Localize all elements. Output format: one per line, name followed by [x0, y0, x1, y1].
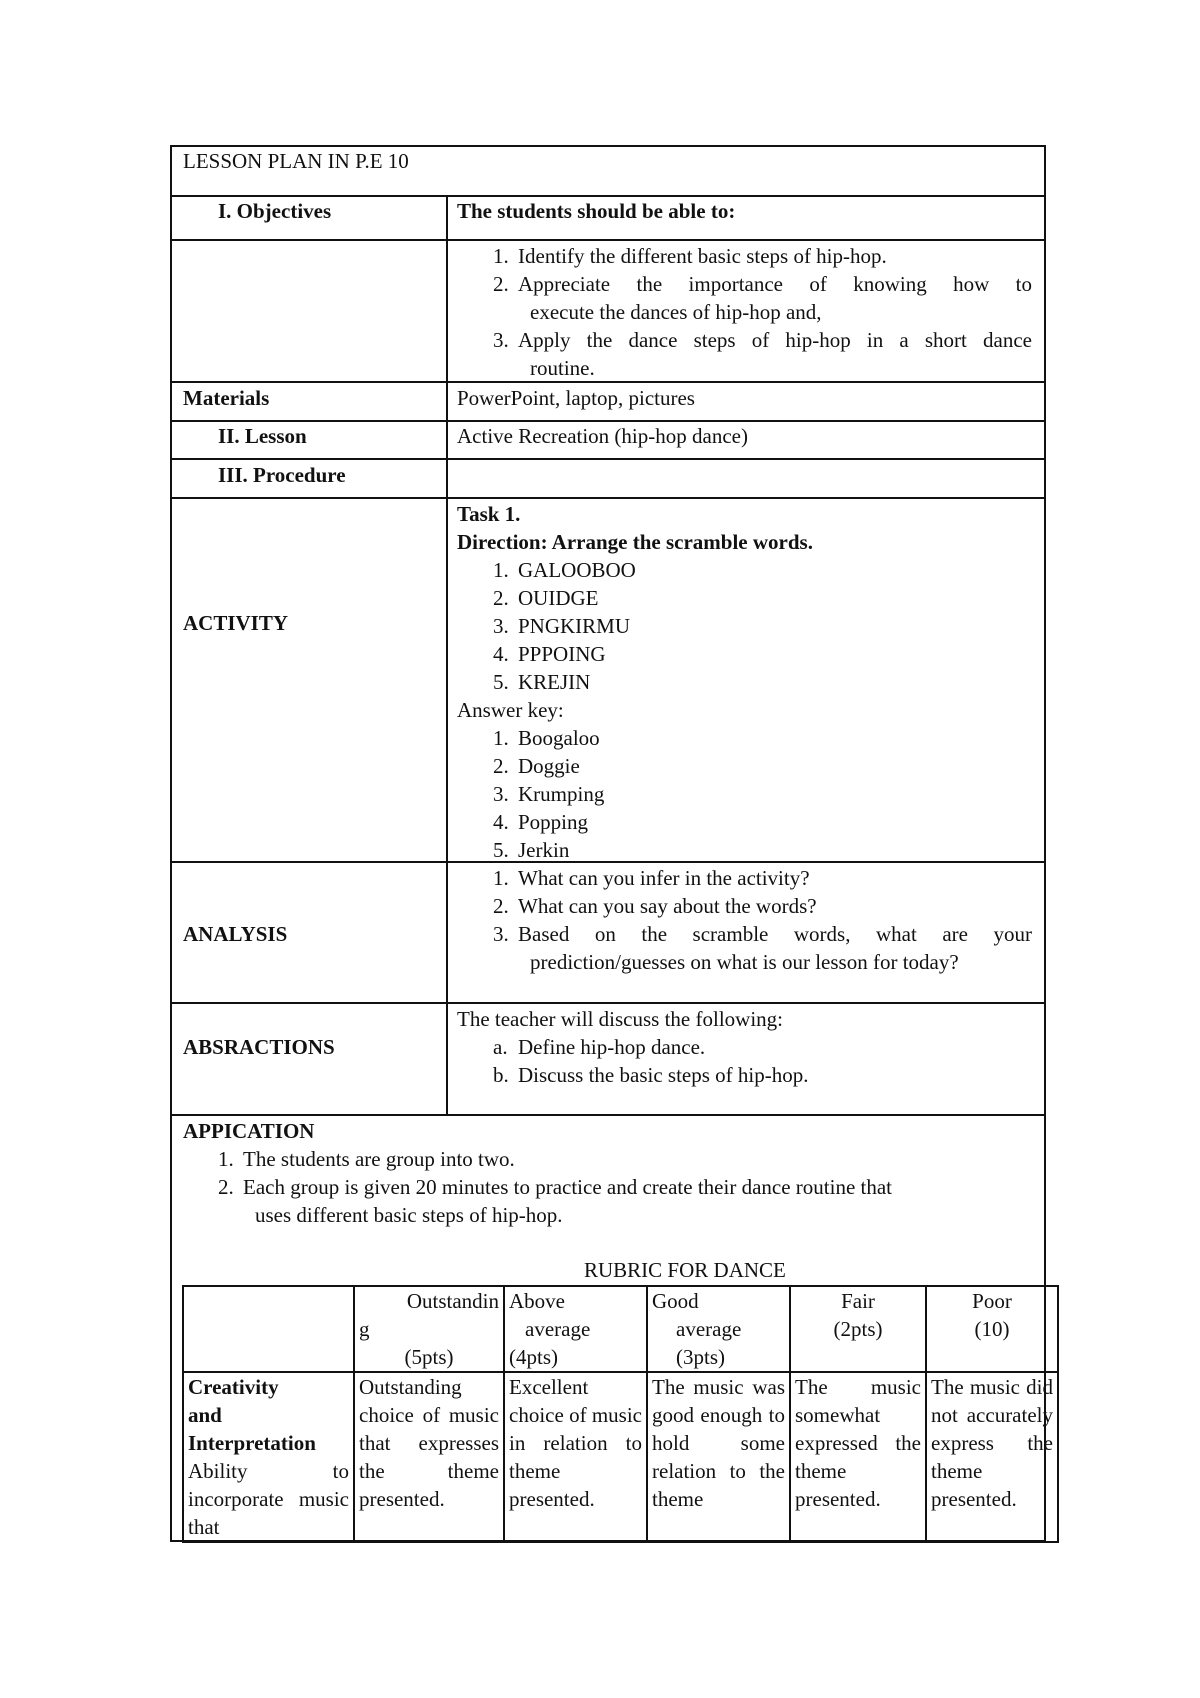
- activity-label: ACTIVITY: [183, 611, 289, 635]
- analysis-question: What can you say about the words?: [518, 894, 817, 918]
- analysis-label: ANALYSIS: [183, 922, 288, 946]
- abstraction-item: Discuss the basic steps of hip-hop.: [518, 1063, 809, 1087]
- rubric-cell-poor: [926, 1372, 1058, 1542]
- rubric-row: [183, 1372, 1058, 1542]
- objective-num: 3.: [493, 328, 509, 352]
- objective-text: Identify the different basic steps of hip-hop.: [518, 244, 887, 268]
- objective-num: 1.: [493, 244, 509, 268]
- rubric-cell-outstanding: [354, 1372, 504, 1542]
- answer-word: Doggie: [518, 754, 580, 778]
- scrambled-word: OUIDGE: [518, 586, 599, 610]
- row-divider: [170, 861, 1046, 863]
- row-divider: [170, 497, 1046, 499]
- scrambled-num: 2.: [493, 586, 509, 610]
- header-points: (3pts): [676, 1345, 725, 1369]
- header-points: (10): [974, 1317, 1010, 1341]
- header-line: Outstandin: [406, 1289, 499, 1313]
- rubric-title: RUBRIC FOR DANCE: [584, 1258, 786, 1282]
- answer-num: 2.: [493, 754, 509, 778]
- rubric-cell-text: Excellent choice of music in relation to theme presented.: [509, 1375, 642, 1511]
- objective-num: 2.: [493, 272, 509, 296]
- scrambled-word: KREJIN: [518, 670, 591, 694]
- rubric-header-empty: [183, 1286, 354, 1372]
- header-line: average: [676, 1317, 742, 1341]
- procedure-label: III. Procedure: [218, 463, 346, 487]
- objective-text: Apply the dance steps of hip-hop in a short dance: [518, 328, 1032, 352]
- header-points: (5pts): [404, 1345, 454, 1369]
- scrambled-num: 5.: [493, 670, 509, 694]
- scrambled-word: GALOOBOO: [518, 558, 636, 582]
- analysis-question-cont: prediction/guesses on what is our lesson for today?: [530, 950, 959, 974]
- abstraction-letter: b.: [493, 1063, 509, 1087]
- rubric-header-outstanding: [354, 1286, 504, 1372]
- rubric-table: [182, 1285, 1059, 1543]
- rubric-header-fair: [790, 1286, 926, 1372]
- rubric-header-poor: [926, 1286, 1058, 1372]
- rubric-cell-above-average: [504, 1372, 647, 1542]
- abstractions-label: ABSRACTIONS: [183, 1035, 335, 1059]
- header-line: Good: [652, 1289, 699, 1313]
- scrambled-num: 1.: [493, 558, 509, 582]
- answer-word: Popping: [518, 810, 589, 834]
- criterion-title: Interpretation: [188, 1431, 316, 1455]
- analysis-question: What can you infer in the activity?: [518, 866, 810, 890]
- application-num: 2.: [218, 1175, 234, 1199]
- analysis-num: 3.: [493, 922, 509, 946]
- scrambled-word: PPPOING: [518, 642, 606, 666]
- header-points: (4pts): [509, 1345, 558, 1369]
- application-text: The students are group into two.: [243, 1147, 515, 1171]
- materials-label: Materials: [183, 386, 270, 410]
- rubric-header-above-average: [504, 1286, 647, 1372]
- abstraction-letter: a.: [493, 1035, 508, 1059]
- analysis-num: 2.: [493, 894, 509, 918]
- objective-text-cont: execute the dances of hip-hop and,: [530, 300, 822, 324]
- rubric-criterion: [183, 1372, 354, 1542]
- rubric-cell-good-average: [647, 1372, 790, 1542]
- rubric-header-good-average: [647, 1286, 790, 1372]
- row-divider: [170, 1002, 1046, 1004]
- row-divider: [170, 381, 1046, 383]
- objectives-label: I. Objectives: [218, 199, 332, 223]
- column-divider: [446, 195, 448, 1115]
- analysis-question: Based on the scramble words, what are your: [518, 922, 1032, 946]
- rubric-header-row: [183, 1286, 1058, 1372]
- rubric-cell-text: Outstanding choice of music that expresses the theme presented.: [359, 1375, 499, 1511]
- application-text: Each group is given 20 minutes to practice and create their dance routine that: [243, 1175, 893, 1199]
- task-title: Task 1.: [457, 502, 521, 526]
- objective-text: Appreciate the importance of knowing how to: [518, 272, 1032, 296]
- lesson-label: II. Lesson: [218, 424, 307, 448]
- lesson-value: Active Recreation (hip-hop dance): [457, 424, 748, 448]
- analysis-num: 1.: [493, 866, 509, 890]
- task-direction: Direction: Arrange the scramble words.: [457, 530, 813, 554]
- materials-value: PowerPoint, laptop, pictures: [457, 386, 695, 410]
- rubric-cell-text: The music was good enough to hold some relation to the theme: [652, 1375, 785, 1511]
- page-title: LESSON PLAN IN P.E 10: [183, 149, 409, 173]
- application-num: 1.: [218, 1147, 234, 1171]
- criterion-title: Creativity: [188, 1375, 279, 1399]
- header-line: g: [359, 1317, 370, 1341]
- header-points: (2pts): [833, 1317, 883, 1341]
- objectives-intro: The students should be able to:: [457, 199, 736, 223]
- answer-word: Krumping: [518, 782, 605, 806]
- answer-key-label: Answer key:: [457, 698, 564, 722]
- row-divider: [170, 239, 1046, 241]
- criterion-title: and: [188, 1403, 222, 1427]
- header-line: Poor: [972, 1289, 1012, 1313]
- answer-word: Jerkin: [518, 838, 570, 862]
- rubric-cell-fair: [790, 1372, 926, 1542]
- objective-text-cont: routine.: [530, 356, 595, 380]
- answer-word: Boogaloo: [518, 726, 600, 750]
- row-divider: [170, 1114, 1046, 1116]
- application-label: APPICATION: [183, 1119, 315, 1143]
- abstractions-intro: The teacher will discuss the following:: [457, 1007, 784, 1031]
- header-line: Above: [509, 1289, 565, 1313]
- answer-num: 4.: [493, 810, 509, 834]
- rubric-cell-text: The music did not accurately express the theme presented.: [931, 1375, 1053, 1511]
- application-text-cont: uses different basic steps of hip-hop.: [255, 1203, 563, 1227]
- header-line: Fair: [841, 1289, 875, 1313]
- criterion-description: Ability to incorporate music that: [188, 1459, 349, 1539]
- scrambled-num: 3.: [493, 614, 509, 638]
- rubric-cell-text: The music somewhat expressed the theme presented.: [795, 1375, 921, 1511]
- header-line: average: [525, 1317, 591, 1341]
- answer-num: 5.: [493, 838, 509, 862]
- row-divider: [170, 458, 1046, 460]
- abstraction-item: Define hip-hop dance.: [518, 1035, 706, 1059]
- scrambled-num: 4.: [493, 642, 509, 666]
- answer-num: 1.: [493, 726, 509, 750]
- scrambled-word: PNGKIRMU: [518, 614, 631, 638]
- answer-num: 3.: [493, 782, 509, 806]
